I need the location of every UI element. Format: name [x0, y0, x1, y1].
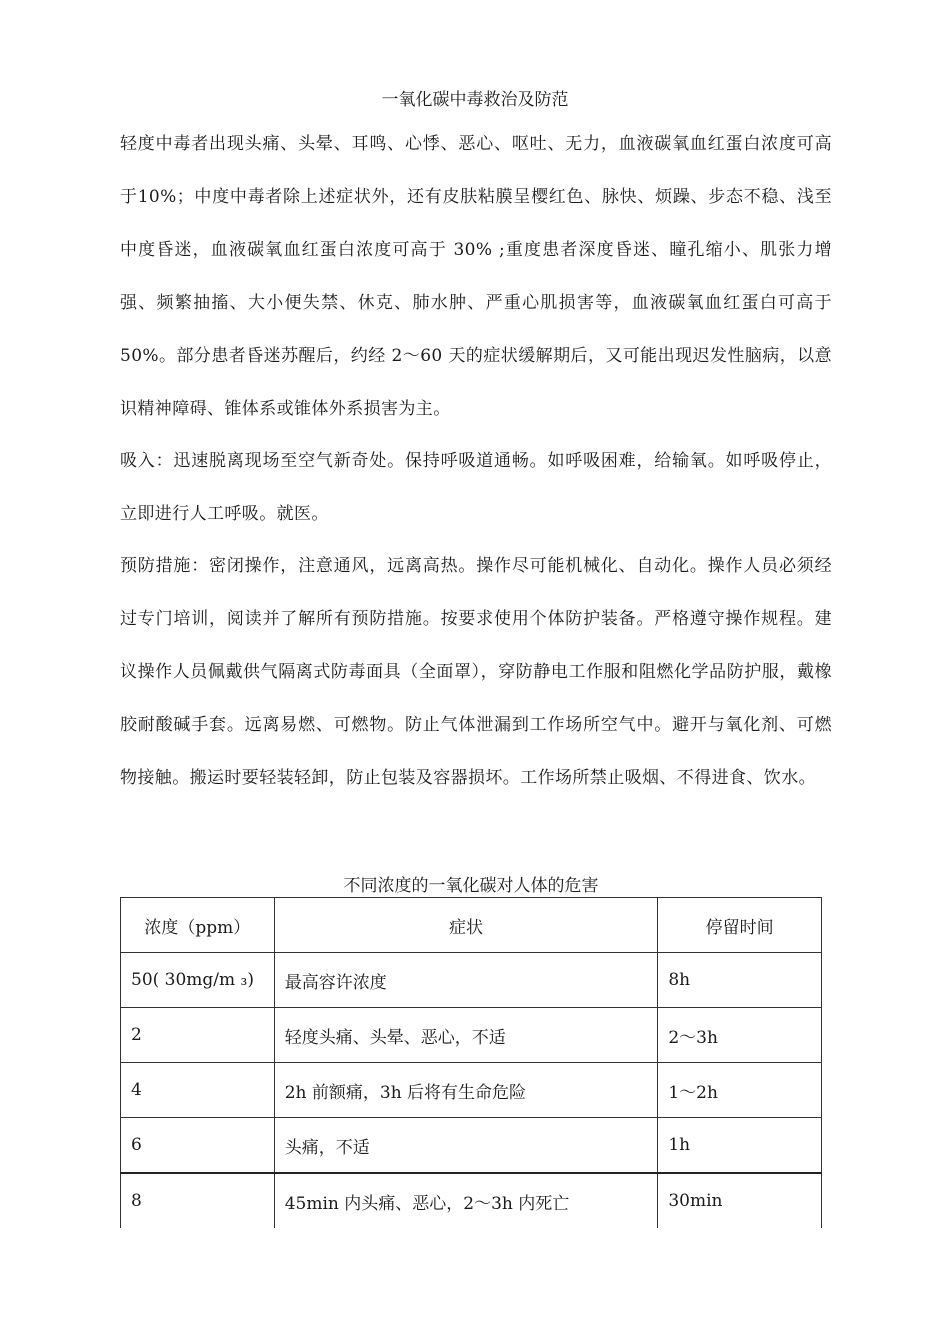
cell-symptoms: 2h 前额痛，3h 后将有生命危险: [274, 1063, 658, 1118]
header-symptoms: 症状: [274, 898, 658, 953]
header-concentration: 浓度（ppm）: [121, 898, 275, 953]
header-exposure-time: 停留时间: [658, 898, 822, 953]
cell-exposure-time: 2〜3h: [658, 1008, 822, 1063]
table-row: [121, 953, 822, 1008]
cell-exposure-time: 1〜2h: [658, 1063, 822, 1118]
cell-concentration: 6: [121, 1118, 275, 1174]
cell-exposure-time: 1h: [658, 1118, 822, 1174]
table-row: [121, 1008, 822, 1063]
cell-symptoms: 45min 内头痛、恶心，2〜3h 内死亡: [274, 1173, 658, 1228]
cell-concentration: 8: [121, 1173, 275, 1228]
symptoms-paragraph: 轻度中毒者出现头痛、头晕、耳鸣、心悸、恶心、呕吐、无力，血液碳氧血红蛋白浓度可高于10%；中度中毒者除上述症状外，还有皮肤粘膜呈樱红色、脉快、烦躁、步态不稳、浅至中度昏迷，血液碳氧血红蛋白浓度可高于 30% ;重度患者深度昏迷、瞳孔缩小、肌张力增强、频繁抽搐、大小便失禁、休克、肺水肿、严重心肌损害等，血液碳氧血红蛋白可高于 50%。部分患者昏迷苏醒后，约经 2〜60 天的症状缓解期后，又可能出现迟发性脑病，以意识精神障碍、锥体系或锥体外系损害为主。: [120, 134, 832, 419]
cell-concentration: 2: [121, 1008, 275, 1063]
cell-symptoms: 最高容许浓度: [274, 953, 658, 1008]
cell-concentration: 4: [121, 1063, 275, 1118]
cell-symptoms: 轻度头痛、头晕、恶心，不适: [274, 1008, 658, 1063]
table-row: [121, 1173, 822, 1228]
co-hazard-table: [120, 897, 822, 1228]
inhalation-first-aid-paragraph: 吸入：迅速脱离现场至空气新奇处。保持呼吸道通畅。如呼吸困难，给输氧。如呼吸停止，立即进行人工呼吸。就医。: [120, 451, 832, 524]
table-row: [121, 1063, 822, 1118]
table-row: [121, 1118, 822, 1174]
cell-exposure-time: 30min: [658, 1173, 822, 1228]
table-caption: 不同浓度的一氧化碳对人体的危害: [343, 876, 599, 896]
prevention-measures-paragraph: 预防措施：密闭操作，注意通风，远离高热。操作尽可能机械化、自动化。操作人员必须经过专门培训，阅读并了解所有预防措施。按要求使用个体防护装备。严格遵守操作规程。建议操作人员佩戴供气隔离式防毒面具（全面罩），穿防静电工作服和阻燃化学品防护服，戴橡胶耐酸碱手套。远离易燃、可燃物。防止气体泄漏到工作场所空气中。避开与氧化剂、可燃物接触。搬运时要轻装轻卸，防止包装及容器损坏。工作场所禁止吸烟、不得进食、饮水。: [120, 556, 832, 788]
table-header-row: [121, 898, 822, 953]
cell-concentration: 50( 30mg/m ₃): [121, 953, 275, 1008]
document-title: 一氧化碳中毒救治及防范: [381, 90, 569, 110]
cell-symptoms: 头痛，不适: [274, 1118, 658, 1174]
cell-exposure-time: 8h: [658, 953, 822, 1008]
